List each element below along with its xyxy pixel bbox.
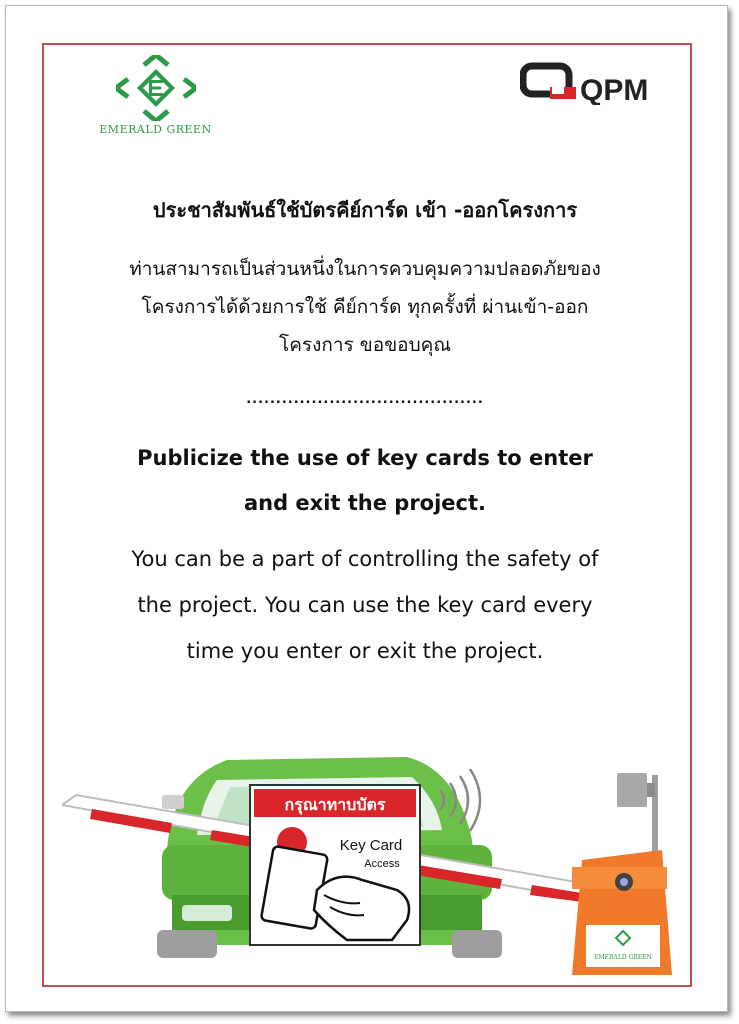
thai-body	[48, 250, 682, 364]
emerald-diamond-icon	[116, 55, 196, 121]
sign-access-text: Access	[364, 858, 400, 870]
qpm-text: QPM	[580, 74, 649, 105]
booth-brand-label: EMERALD GREEN	[594, 954, 652, 961]
english-body-line: time you enter or exit the project.	[186, 639, 544, 663]
english-body	[48, 536, 682, 674]
emerald-green-wordmark: EMERALD GREEN	[99, 123, 212, 136]
english-title	[48, 436, 682, 526]
sign-key-card-text: Key Card	[339, 837, 403, 854]
camera-pole-icon	[617, 773, 658, 855]
qpm-wordmark-icon	[520, 60, 665, 105]
gate-booth-icon	[572, 850, 672, 975]
thai-body-line: โครงการ ขอขอบคุณ	[278, 334, 451, 356]
emerald-green-logo	[88, 55, 223, 145]
thai-title: ประชาสัมพันธ์ใช้บัตรคีย์การ์ด เข้า -ออกโครงการ	[152, 198, 578, 222]
dotted-separator: ........................................	[246, 392, 484, 407]
key-card-sign	[250, 785, 420, 945]
english-title-line: and exit the project.	[243, 491, 487, 515]
thai-body-line: โครงการได้ด้วยการใช้ คีย์การ์ด ทุกครั้งที่ ผ่านเข้า-ออก	[141, 296, 589, 318]
qpm-logo	[520, 60, 665, 105]
english-title-line: Publicize the use of key cards to enter	[137, 446, 593, 470]
sign-header-text: กรุณาทาบบัตร	[284, 795, 386, 814]
thai-body-line: ท่านสามารถเป็นส่วนหนึ่งในการควบคุมความปลอดภัยของ	[129, 258, 601, 280]
english-body-line: the project. You can use the key card every	[137, 593, 593, 617]
keycard-gate-illustration	[62, 745, 684, 980]
english-body-line: You can be a part of controlling the safety of	[131, 547, 599, 571]
